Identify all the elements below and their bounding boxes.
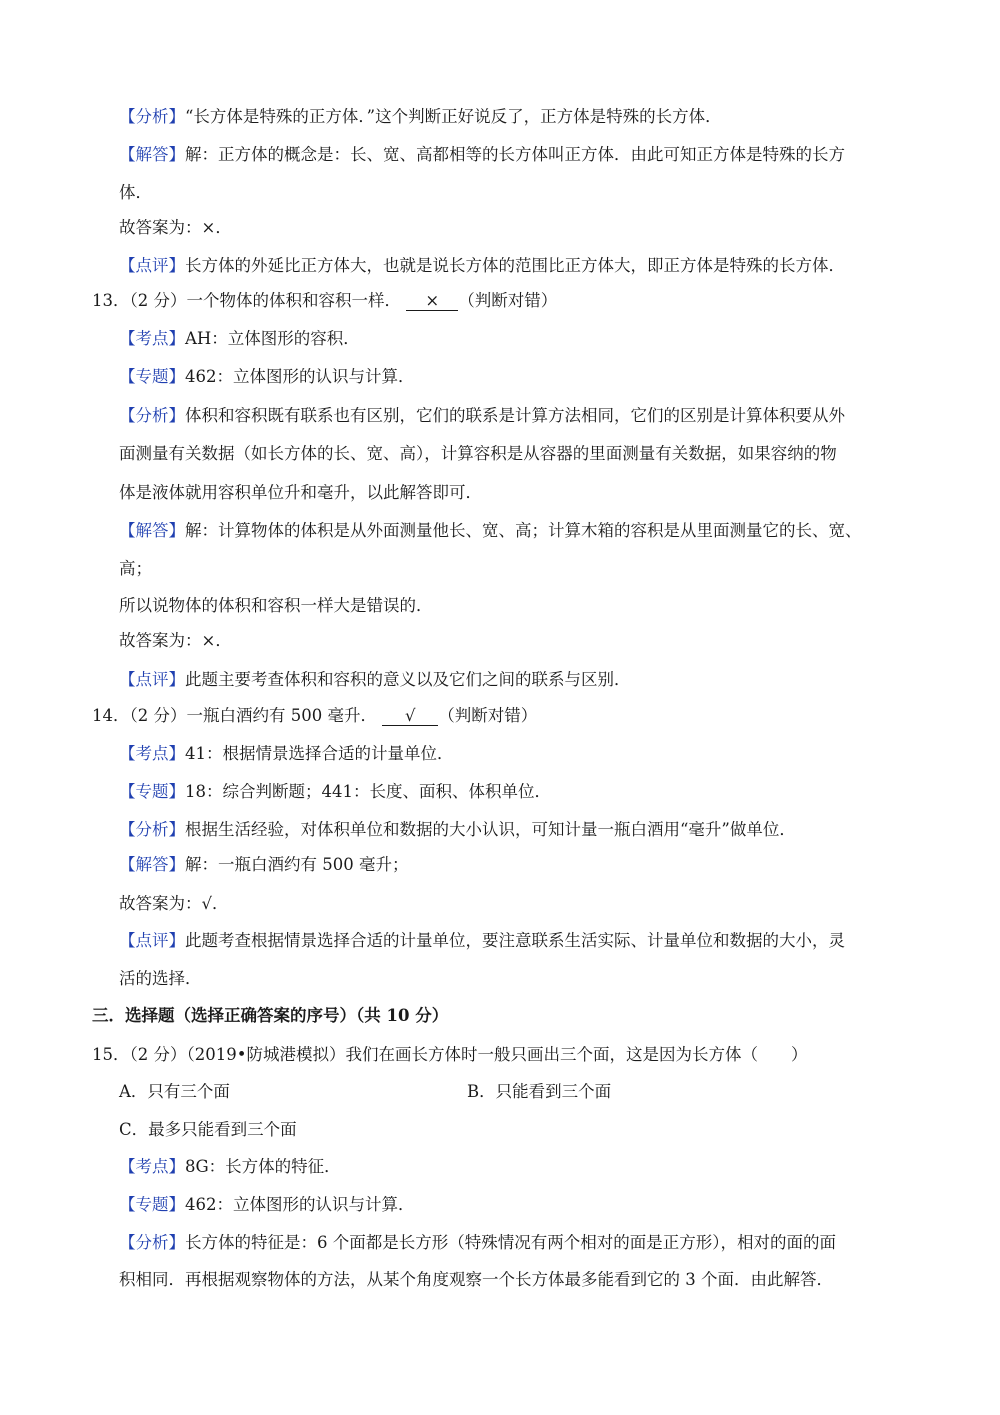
q13-analysis-cont-1: 面测量有关数据（如长方体的长、宽、高），计算容积是从容器的里面测量有关数据，如果容纳的物 bbox=[119, 444, 837, 463]
analysis-tag: 【分析】 bbox=[119, 406, 185, 425]
topic-text: 18：综合判断题；441：长度、面积、体积单位． bbox=[185, 782, 551, 801]
analysis-text: 体积和容积既有联系也有区别，它们的联系是计算方法相同，它们的区别是计算体积要从外 bbox=[185, 406, 845, 425]
solution-tag: 【解答】 bbox=[119, 855, 185, 874]
q14-comment bbox=[119, 929, 845, 953]
question-score: （2 分） bbox=[129, 1045, 187, 1064]
solution-tag: 【解答】 bbox=[119, 145, 185, 164]
q13-comment bbox=[119, 668, 631, 692]
topic-text: 462：立体图形的认识与计算． bbox=[185, 1195, 415, 1214]
q15-option-c: C．最多只能看到三个面 bbox=[119, 1120, 297, 1139]
q12-solution-cont: 体． bbox=[119, 183, 152, 202]
question-number: 15． bbox=[92, 1045, 130, 1064]
question-source: （2019•防城港模拟） bbox=[186, 1045, 346, 1064]
q13-solution-cont-1: 高； bbox=[119, 559, 152, 578]
section-heading: 三．选择题（选择正确答案的序号）（共 10 分） bbox=[92, 1006, 449, 1025]
q14-analysis bbox=[119, 818, 796, 842]
topic-tag: 【专题】 bbox=[119, 367, 185, 386]
q13-answer: 故答案为：×． bbox=[119, 631, 232, 650]
question-number: 13． bbox=[92, 291, 130, 310]
question-text: 一瓶白酒约有 500 毫升． bbox=[186, 706, 377, 725]
comment-text: 此题主要考查体积和容积的意义以及它们之间的联系与区别． bbox=[185, 670, 631, 689]
comment-text: 此题考查根据情景选择合适的计量单位，要注意联系生活实际、计量单位和数据的大小，灵 bbox=[185, 931, 845, 950]
analysis-tag: 【分析】 bbox=[119, 820, 185, 839]
answer-blank: √ bbox=[382, 707, 438, 726]
point-tag: 【考点】 bbox=[119, 329, 185, 348]
comment-tag: 【点评】 bbox=[119, 931, 185, 950]
q13-stem bbox=[92, 289, 557, 313]
analysis-text: 根据生活经验，对体积单位和数据的大小认识，可知计量一瓶白酒用“毫升”做单位． bbox=[185, 820, 796, 839]
q13-analysis bbox=[119, 404, 845, 428]
q15-option-a: A．只有三个面 bbox=[119, 1082, 230, 1101]
question-score: （2 分） bbox=[129, 291, 187, 310]
comment-text: 长方体的外延比正方体大，也就是说长方体的范围比正方体大，即正方体是特殊的长方体． bbox=[185, 256, 845, 275]
analysis-tag: 【分析】 bbox=[119, 107, 185, 126]
question-suffix: （判断对错） bbox=[458, 291, 558, 310]
point-text: 41：根据情景选择合适的计量单位． bbox=[185, 744, 454, 763]
q13-solution-cont-2: 所以说物体的体积和容积一样大是错误的． bbox=[119, 596, 433, 615]
q15-topic bbox=[119, 1193, 415, 1217]
topic-tag: 【专题】 bbox=[119, 782, 185, 801]
question-number: 14． bbox=[92, 706, 130, 725]
q12-answer: 故答案为：×． bbox=[119, 218, 232, 237]
q12-comment bbox=[119, 254, 845, 278]
q14-solution bbox=[119, 853, 408, 877]
question-suffix: （判断对错） bbox=[438, 706, 538, 725]
q15-stem bbox=[92, 1043, 807, 1067]
q12-solution bbox=[119, 143, 845, 167]
q14-comment-cont: 活的选择． bbox=[119, 969, 202, 988]
q14-point bbox=[119, 742, 454, 766]
analysis-text: 长方体的特征是：6 个面都是长方形（特殊情况有两个相对的面是正方形），相对的面的面 bbox=[185, 1233, 836, 1252]
question-score: （2 分） bbox=[129, 706, 187, 725]
q15-option-b: B．只能看到三个面 bbox=[467, 1082, 612, 1101]
q14-topic bbox=[119, 780, 551, 804]
q14-answer: 故答案为：√． bbox=[119, 894, 229, 913]
comment-tag: 【点评】 bbox=[119, 670, 185, 689]
q12-analysis bbox=[119, 105, 722, 129]
comment-tag: 【点评】 bbox=[119, 256, 185, 275]
point-text: 8G：长方体的特征． bbox=[185, 1157, 341, 1176]
answer-blank: × bbox=[406, 292, 458, 311]
q13-analysis-cont-2: 体是液体就用容积单位升和毫升，以此解答即可． bbox=[119, 483, 482, 502]
point-tag: 【考点】 bbox=[119, 744, 185, 763]
solution-tag: 【解答】 bbox=[119, 521, 185, 540]
solution-text: 解：一瓶白酒约有 500 毫升； bbox=[185, 855, 409, 874]
q15-analysis bbox=[119, 1231, 836, 1255]
topic-text: 462：立体图形的认识与计算． bbox=[185, 367, 415, 386]
solution-text: 解：计算物体的体积是从外面测量他长、宽、高；计算木箱的容积是从里面测量它的长、宽、 bbox=[185, 521, 862, 540]
solution-text: 解：正方体的概念是：长、宽、高都相等的长方体叫正方体．由此可知正方体是特殊的长方 bbox=[185, 145, 845, 164]
question-text: 我们在画长方体时一般只画出三个面，这是因为长方体（ ） bbox=[345, 1045, 808, 1064]
q13-point bbox=[119, 327, 360, 351]
q15-analysis-cont: 积相同．再根据观察物体的方法，从某个角度观察一个长方体最多能看到它的 3 个面．由此解答． bbox=[119, 1270, 833, 1289]
q13-solution bbox=[119, 519, 862, 543]
q14-stem bbox=[92, 704, 537, 728]
q15-point bbox=[119, 1155, 341, 1179]
point-text: AH：立体图形的容积． bbox=[185, 329, 360, 348]
topic-tag: 【专题】 bbox=[119, 1195, 185, 1214]
point-tag: 【考点】 bbox=[119, 1157, 185, 1176]
question-text: 一个物体的体积和容积一样． bbox=[186, 291, 401, 310]
analysis-tag: 【分析】 bbox=[119, 1233, 185, 1252]
analysis-text: “长方体是特殊的正方体．”这个判断正好说反了，正方体是特殊的长方体． bbox=[185, 107, 722, 126]
q13-topic bbox=[119, 365, 415, 389]
